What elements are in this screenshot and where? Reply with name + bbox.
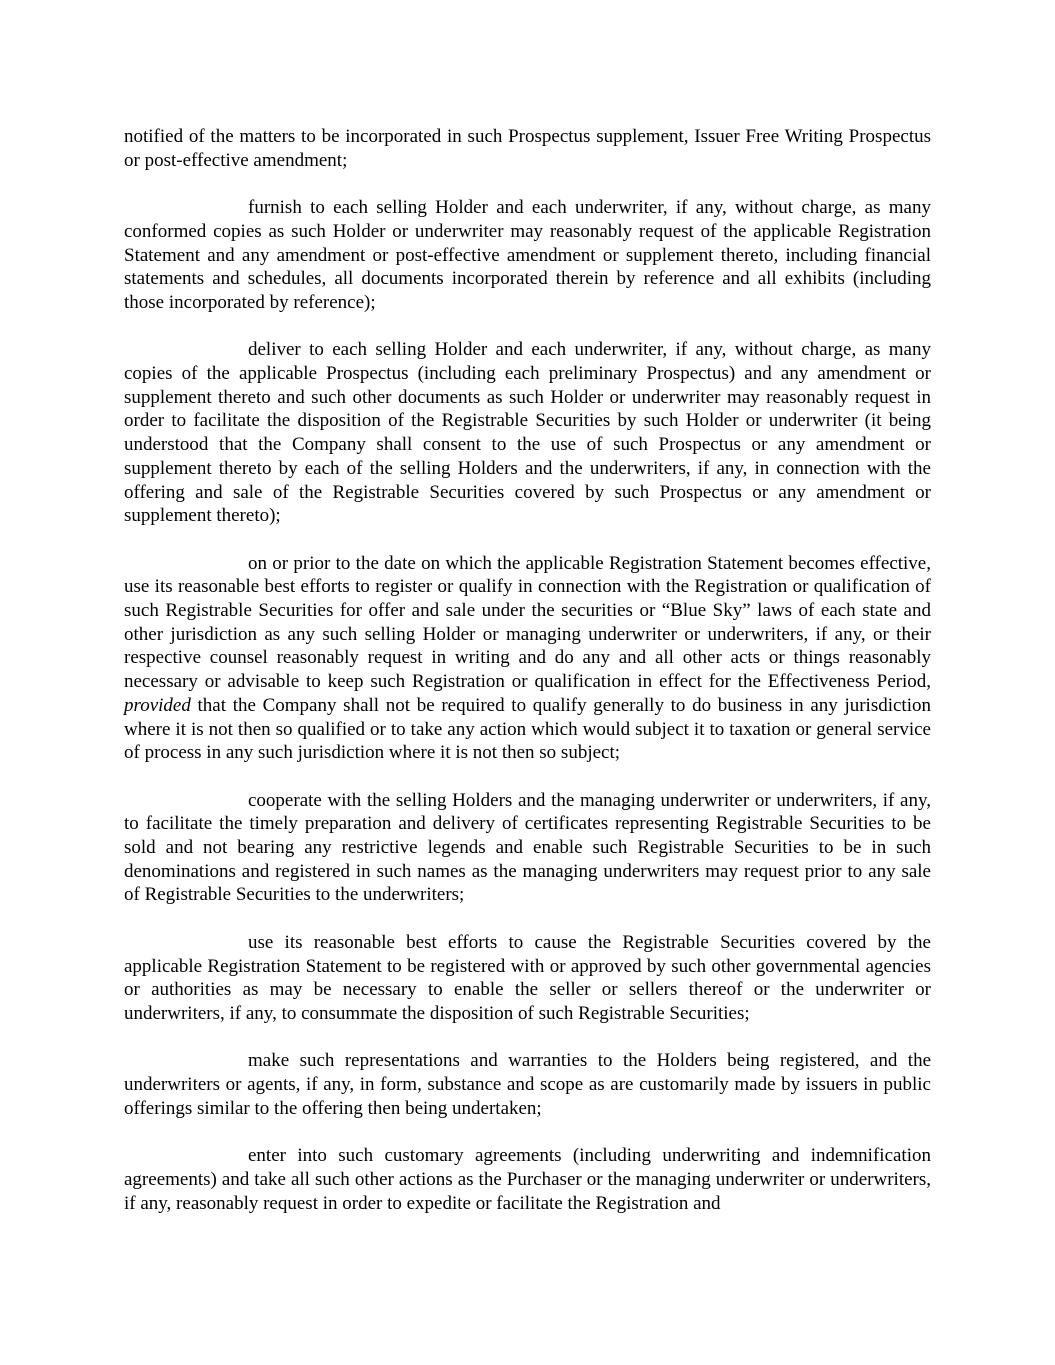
paragraph-governmental-approval: use its reasonable best efforts to cause the Registrable Securities covered by the applicable Registration Statement to be registered with or approved by such other governmental agencies or authorities as may be necessary to enable the seller or sellers thereof or the underwriter or underwriters, if any, to consummate the disposition of such Registrable Securities; xyxy=(124,931,931,1024)
paragraph-continuation: notified of the matters to be incorporated in such Prospectus supplement, Issuer Free Writing Prospectus or post-effective amendment; xyxy=(124,126,931,171)
paragraph-representations-warranties: make such representations and warranties to the Holders being registered, and the underwriters or agents, if any, in form, substance and scope as are customarily made by issuers in public offerings similar to the offering then being undertaken; xyxy=(124,1050,931,1119)
paragraph-furnish-copies: furnish to each selling Holder and each underwriter, if any, without charge, as many conformed copies as such Holder or underwriter may reasonably request of the applicable Registration Statement and any amendment or post-effective amendment or supplement thereto, including financial statements and schedules, all documents incorporated therein by reference and all exhibits (including those incorporated by reference); xyxy=(124,197,931,313)
paragraph-blue-sky-qualification xyxy=(124,552,931,765)
paragraph-cooperate-certificates: cooperate with the selling Holders and the managing underwriter or underwriters, if any, to facilitate the timely preparation and delivery of certificates representing Registrable Securities to be sold and not bearing any restrictive legends and enable such Registrable Securities to be in such denominations and registered in such names as the managing underwriters may request prior to any sale of Registrable Securities to the underwriters; xyxy=(124,789,931,906)
italic-provided: provided xyxy=(124,694,191,716)
document-page xyxy=(124,125,931,1215)
paragraph-text-before: on or prior to the date on which the applicable Registration Statement becomes effective, use its reasonable best efforts to register or qualify in connection with the Registration or qualification of such Registrable Securities for offer and sale under the securities or “Blue Sky” laws of each state and other jurisdiction as any such selling Holder or managing underwriter or underwriters, if any, or their respective counsel reasonably request in writing and do any and all other acts or things reasonably necessary or advisable to keep such Registration or qualification in effect for the Effectiveness Period, xyxy=(124,552,931,693)
paragraph-deliver-prospectus: deliver to each selling Holder and each underwriter, if any, without charge, as many copies of the applicable Prospectus (including each preliminary Prospectus) and any amendment or supplement thereto and such other documents as such Holder or underwriter may reasonably request in order to facilitate the disposition of the Registrable Securities by such Holder or underwriter (it being understood that the Company shall consent to the use of such Prospectus or any amendment or supplement thereto by each of the selling Holders and the underwriters, if any, in connection with the offering and sale of the Registrable Securities covered by such Prospectus or any amendment or supplement thereto); xyxy=(124,339,931,527)
paragraph-text-after: that the Company shall not be required to qualify generally to do business in any jurisdiction where it is not then so qualified or to take any action which would subject it to taxation or general service of process in any such jurisdiction where it is not then so subject; xyxy=(124,694,931,764)
paragraph-customary-agreements: enter into such customary agreements (including underwriting and indemnification agreements) and take all such other actions as the Purchaser or the managing underwriter or underwriters, if any, reasonably request in order to expedite or facilitate the Registration and xyxy=(124,1145,931,1214)
